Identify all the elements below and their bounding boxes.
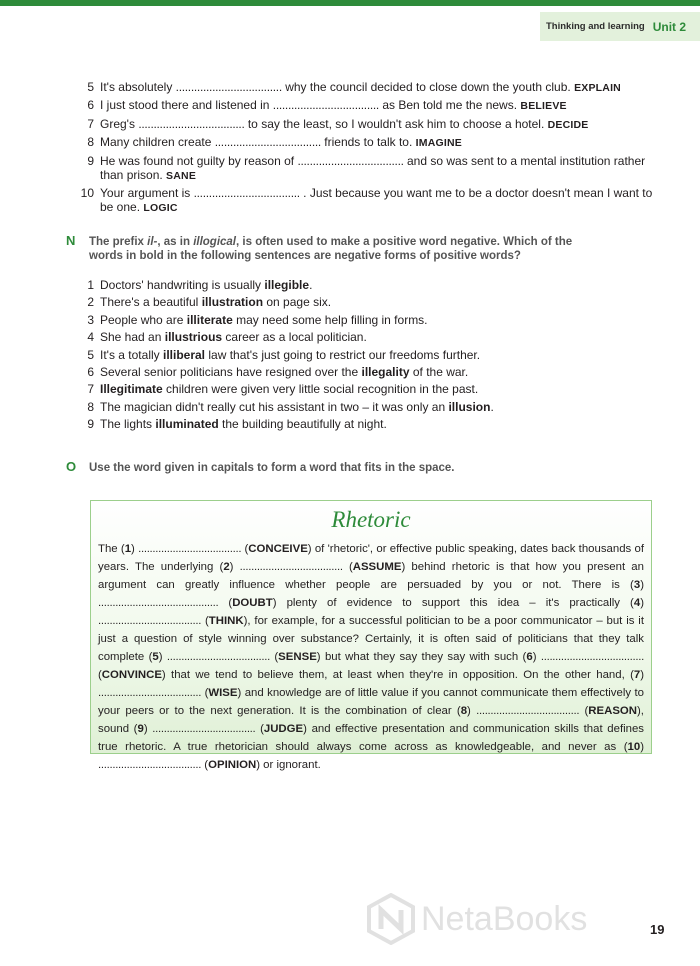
rhetoric-paragraph: The (1) .................................... (CONCEIVE) of 'rhetoric', or effective public speaking, dates back thousands of years. The underlying (2) .................................... (ASSUME) behind rhetoric is that how you present an argument can greatly influence whether people are persuaded by you or not. There is (3) .......................................... (DOUBT) plenty of evidence to support this idea – it's practically (4) .................................... (THINK), for example, for a successful politician to be a poor communicator – but is it just a question of style winning over substance? Certainly, it is often said of politicians that they talk complete (5) .................................... (SENSE) but what they say they say with such (6) .................................... (CONVINCE) that we tend to believe them, at least when they're in opposition. On the other hand, (7) .................................... (WISE) and knowledge are of little value if you cannot communicate them effectively to your peers or to the next generation. It is the combination of clear (8) .................................... (REASON), sound (9) .................................... (JUDGE) and effective presentation and communication skills that defines true rhetoric. A true rhetorician should always come across as knowledgeable, and never as (10) .................................... (OPINION) or ignorant. [98,543,645,771]
header-rule [0,0,700,6]
unit-label: Unit 2 [652,19,687,34]
list-item: 9 He was found not guilty by reason of ................................... and so was sent to a mental institution rather than prison. SANE [87,153,646,182]
unit-tab [540,12,700,41]
list-item: 2 There's a beautiful illustration on page six. [87,295,332,310]
netabooks-logo-icon [365,893,417,945]
page-number: 19 [650,922,665,937]
list-item: 8 Many children create ................................... friends to talk to. IMAGINE [87,135,462,150]
list-item: 10 Your argument is ................................... . Just because you want me to be a doctor doesn't mean I want to be one. LOGIC [80,185,653,214]
list-item: 7 Illegitimate children were given very little social recognition in the past. [87,382,479,397]
section-n-instruction: The prefix il-, as in illogical, is often used to make a positive word negative. Which of the words in bold in the following sentences are negative forms of positive words? [89,236,573,262]
section-o-instruction: Use the word given in capitals to form a word that fits in the space. [89,462,455,474]
section-o-letter: O [66,459,77,474]
list-item: 5 It's a totally illiberal law that's just going to restrict our freedoms further. [87,347,481,362]
list-item: 8 The magician didn't really cut his assistant in two – it was only an illusion. [87,399,494,414]
list-item: 1 Doctors' handwriting is usually illegible. [87,278,313,292]
section-n-letter: N [66,233,76,248]
list-item: 6 I just stood there and listened in ................................... as Ben told me the news. BELIEVE [87,98,567,113]
rhetoric-title: Rhetoric [331,507,411,532]
exercise-n-list [78,278,665,435]
list-item: 4 She had an illustrious career as a local politician. [87,330,367,345]
unit-topic: Thinking and learning [546,21,645,32]
watermark-text: NetaBooks [421,899,588,938]
rhetoric-text-box [90,500,652,771]
list-item: 6 Several senior politicians have resigned over the illegality of the war. [87,364,469,379]
list-item: 5 It's absolutely ................................... why the council decided to close down the youth club. EXPLAIN [87,80,621,94]
watermark [365,893,587,945]
list-item: 9 The lights illuminated the building beautifully at night. [87,417,387,432]
exercise-m-list [78,80,665,218]
list-item: 7 Greg's ................................... to say the least, so I wouldn't ask him to choose a hotel. DECIDE [87,116,589,131]
list-item: 3 People who are illiterate may need some help filling in forms. [87,312,428,327]
